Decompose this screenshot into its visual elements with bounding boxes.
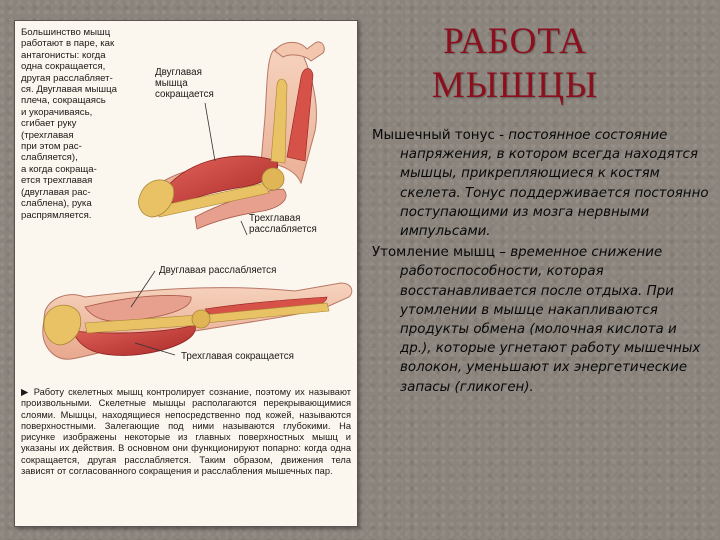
slide-title: РАБОТА МЫШЦЫ: [431, 21, 599, 106]
figure-intro-text: Большинство мышц работают в паре, как антагонисты: когда одна сокращается, другая расслабляет- ся. Двуглавая мышца плеча, сокращаясь и укорачиваясь, сгибает руку (трехглавая при этом рас- слабляется), а когда сокраща- ется трехглавая (двуглавая рас- слаблена), рука распрямляется.: [21, 27, 117, 221]
muscle-tone-paragraph: [372, 126, 712, 241]
muscle-tone-definition: - постоянное состояние напряжения, в котором всегда находятся мышцы, прикрепляющиеся к костям скелета. Тонус поддерживается постоянно поступающими из мозга нервными импульсами.: [400, 128, 709, 240]
extended-arm: [43, 283, 352, 359]
slide-body: [372, 126, 712, 399]
muscle-fatigue-term: Утомление мышц: [372, 245, 496, 261]
label-biceps-relaxes: Двуглавая расслабляется: [159, 265, 277, 276]
label-biceps-contracts: Двуглавая мышца сокращается: [155, 67, 214, 100]
figure-caption: ▶ Работу скелетных мышц контролирует сознание, поэтому их называют произвольными. Скелетные мышцы располагаются перекрывающимися слоями. Мышцы, находящиеся непосредственно под кожей, называются поверхностными. Залегающие под ними называются глубокими. На рисунке изображены некоторые из главных поверхностных мышц и указаны их действия. В основном они функционируют попарно: когда одна сокращается, другая расслабляется. Таким образом, движения тела зависят от согласованного сокращения и расслабления мышечных пар.: [21, 387, 351, 477]
muscle-fatigue-definition: – временное снижение работоспособности, которая восстанавливается после отдыха. При утомлении в мышце накапливаются продукты обмена (молочная кислота и др.), которые угнетают работу мышечных волокон, уменьшают их энергетические запасы (гликоген).: [400, 245, 701, 395]
label-triceps-relaxes: Трехглавая расслабляется: [249, 213, 317, 235]
muscle-fatigue-paragraph: [372, 243, 712, 397]
label-triceps-contracts: Трехглавая сокращается: [181, 351, 294, 362]
arm-muscles-figure: [14, 20, 358, 527]
muscle-tone-term: Мышечный тонус: [372, 128, 495, 143]
